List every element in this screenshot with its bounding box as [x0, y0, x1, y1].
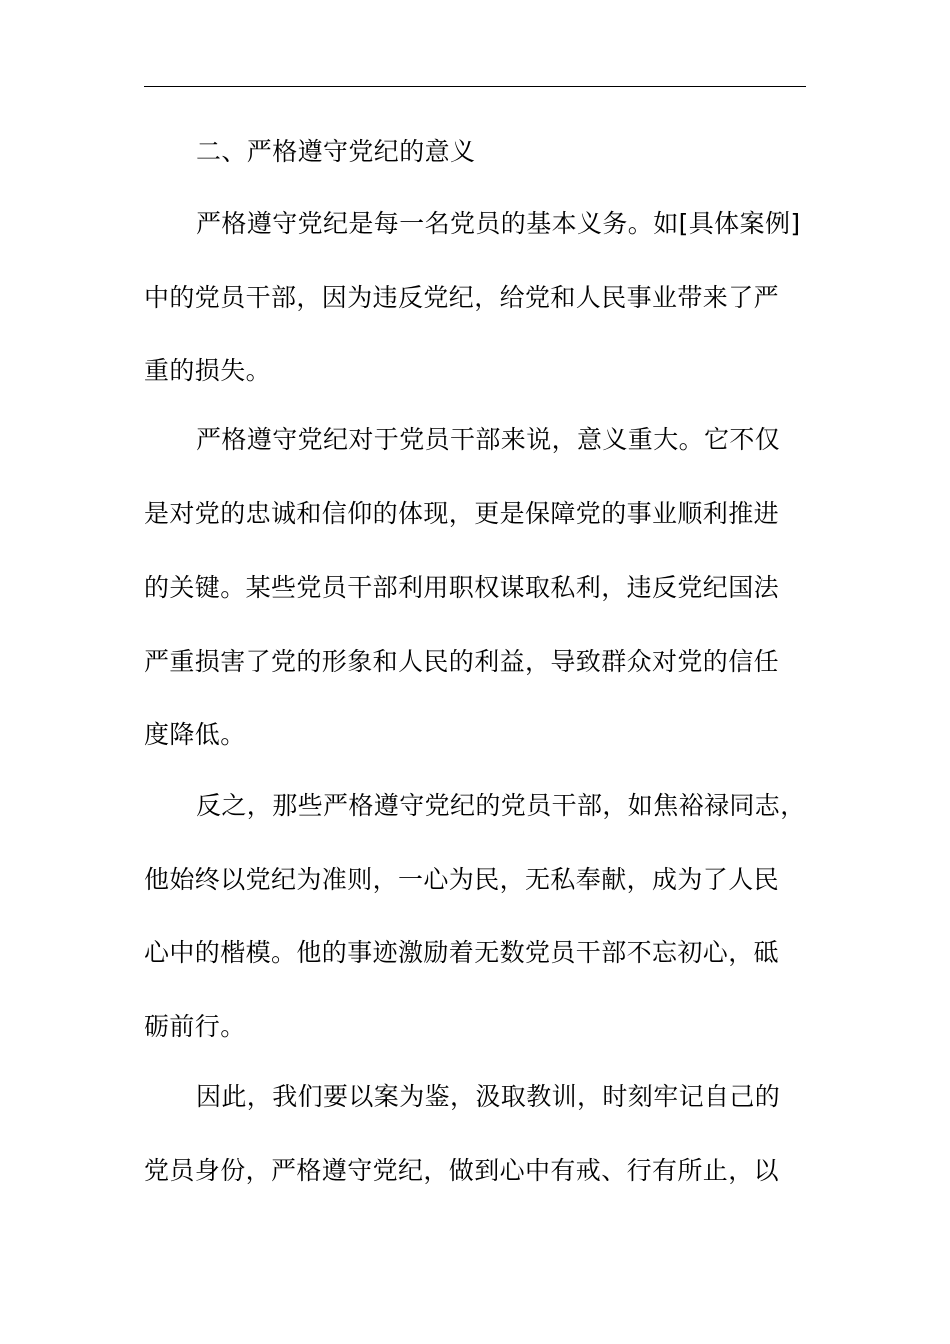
- section-heading: 二、严格遵守党纪的意义: [196, 137, 476, 166]
- paragraph-line: 严格遵守党纪是每一名党员的基本义务。如[具体案例]: [196, 209, 801, 238]
- header-rule: [144, 86, 806, 87]
- paragraph-line: 严格遵守党纪对于党员干部来说，意义重大。它不仅: [196, 425, 781, 454]
- paragraph-line: 是对党的忠诚和信仰的体现，更是保障党的事业顺利推进: [144, 499, 780, 528]
- paragraph-line: 心中的楷模。他的事迹激励着无数党员干部不忘初心，砥: [144, 938, 780, 967]
- paragraph-line: 党员身份，严格遵守党纪，做到心中有戒、行有所止，以: [144, 1156, 780, 1185]
- paragraph-line: 反之，那些严格遵守党纪的党员干部，如焦裕禄同志，: [196, 791, 806, 820]
- paragraph-line: 重的损失。: [144, 356, 272, 385]
- paragraph-line: 因此，我们要以案为鉴，汲取教训，时刻牢记自己的: [196, 1082, 781, 1111]
- paragraph-line: 的关键。某些党员干部利用职权谋取私利，违反党纪国法: [144, 573, 780, 602]
- paragraph-line: 度降低。: [144, 720, 246, 749]
- paragraph-line: 中的党员干部，因为违反党纪，给党和人民事业带来了严: [144, 283, 780, 312]
- paragraph-line: 严重损害了党的形象和人民的利益，导致群众对党的信任: [144, 647, 780, 676]
- paragraph-line: 砺前行。: [144, 1012, 246, 1041]
- paragraph-line: 他始终以党纪为准则，一心为民，无私奉献，成为了人民: [144, 865, 780, 894]
